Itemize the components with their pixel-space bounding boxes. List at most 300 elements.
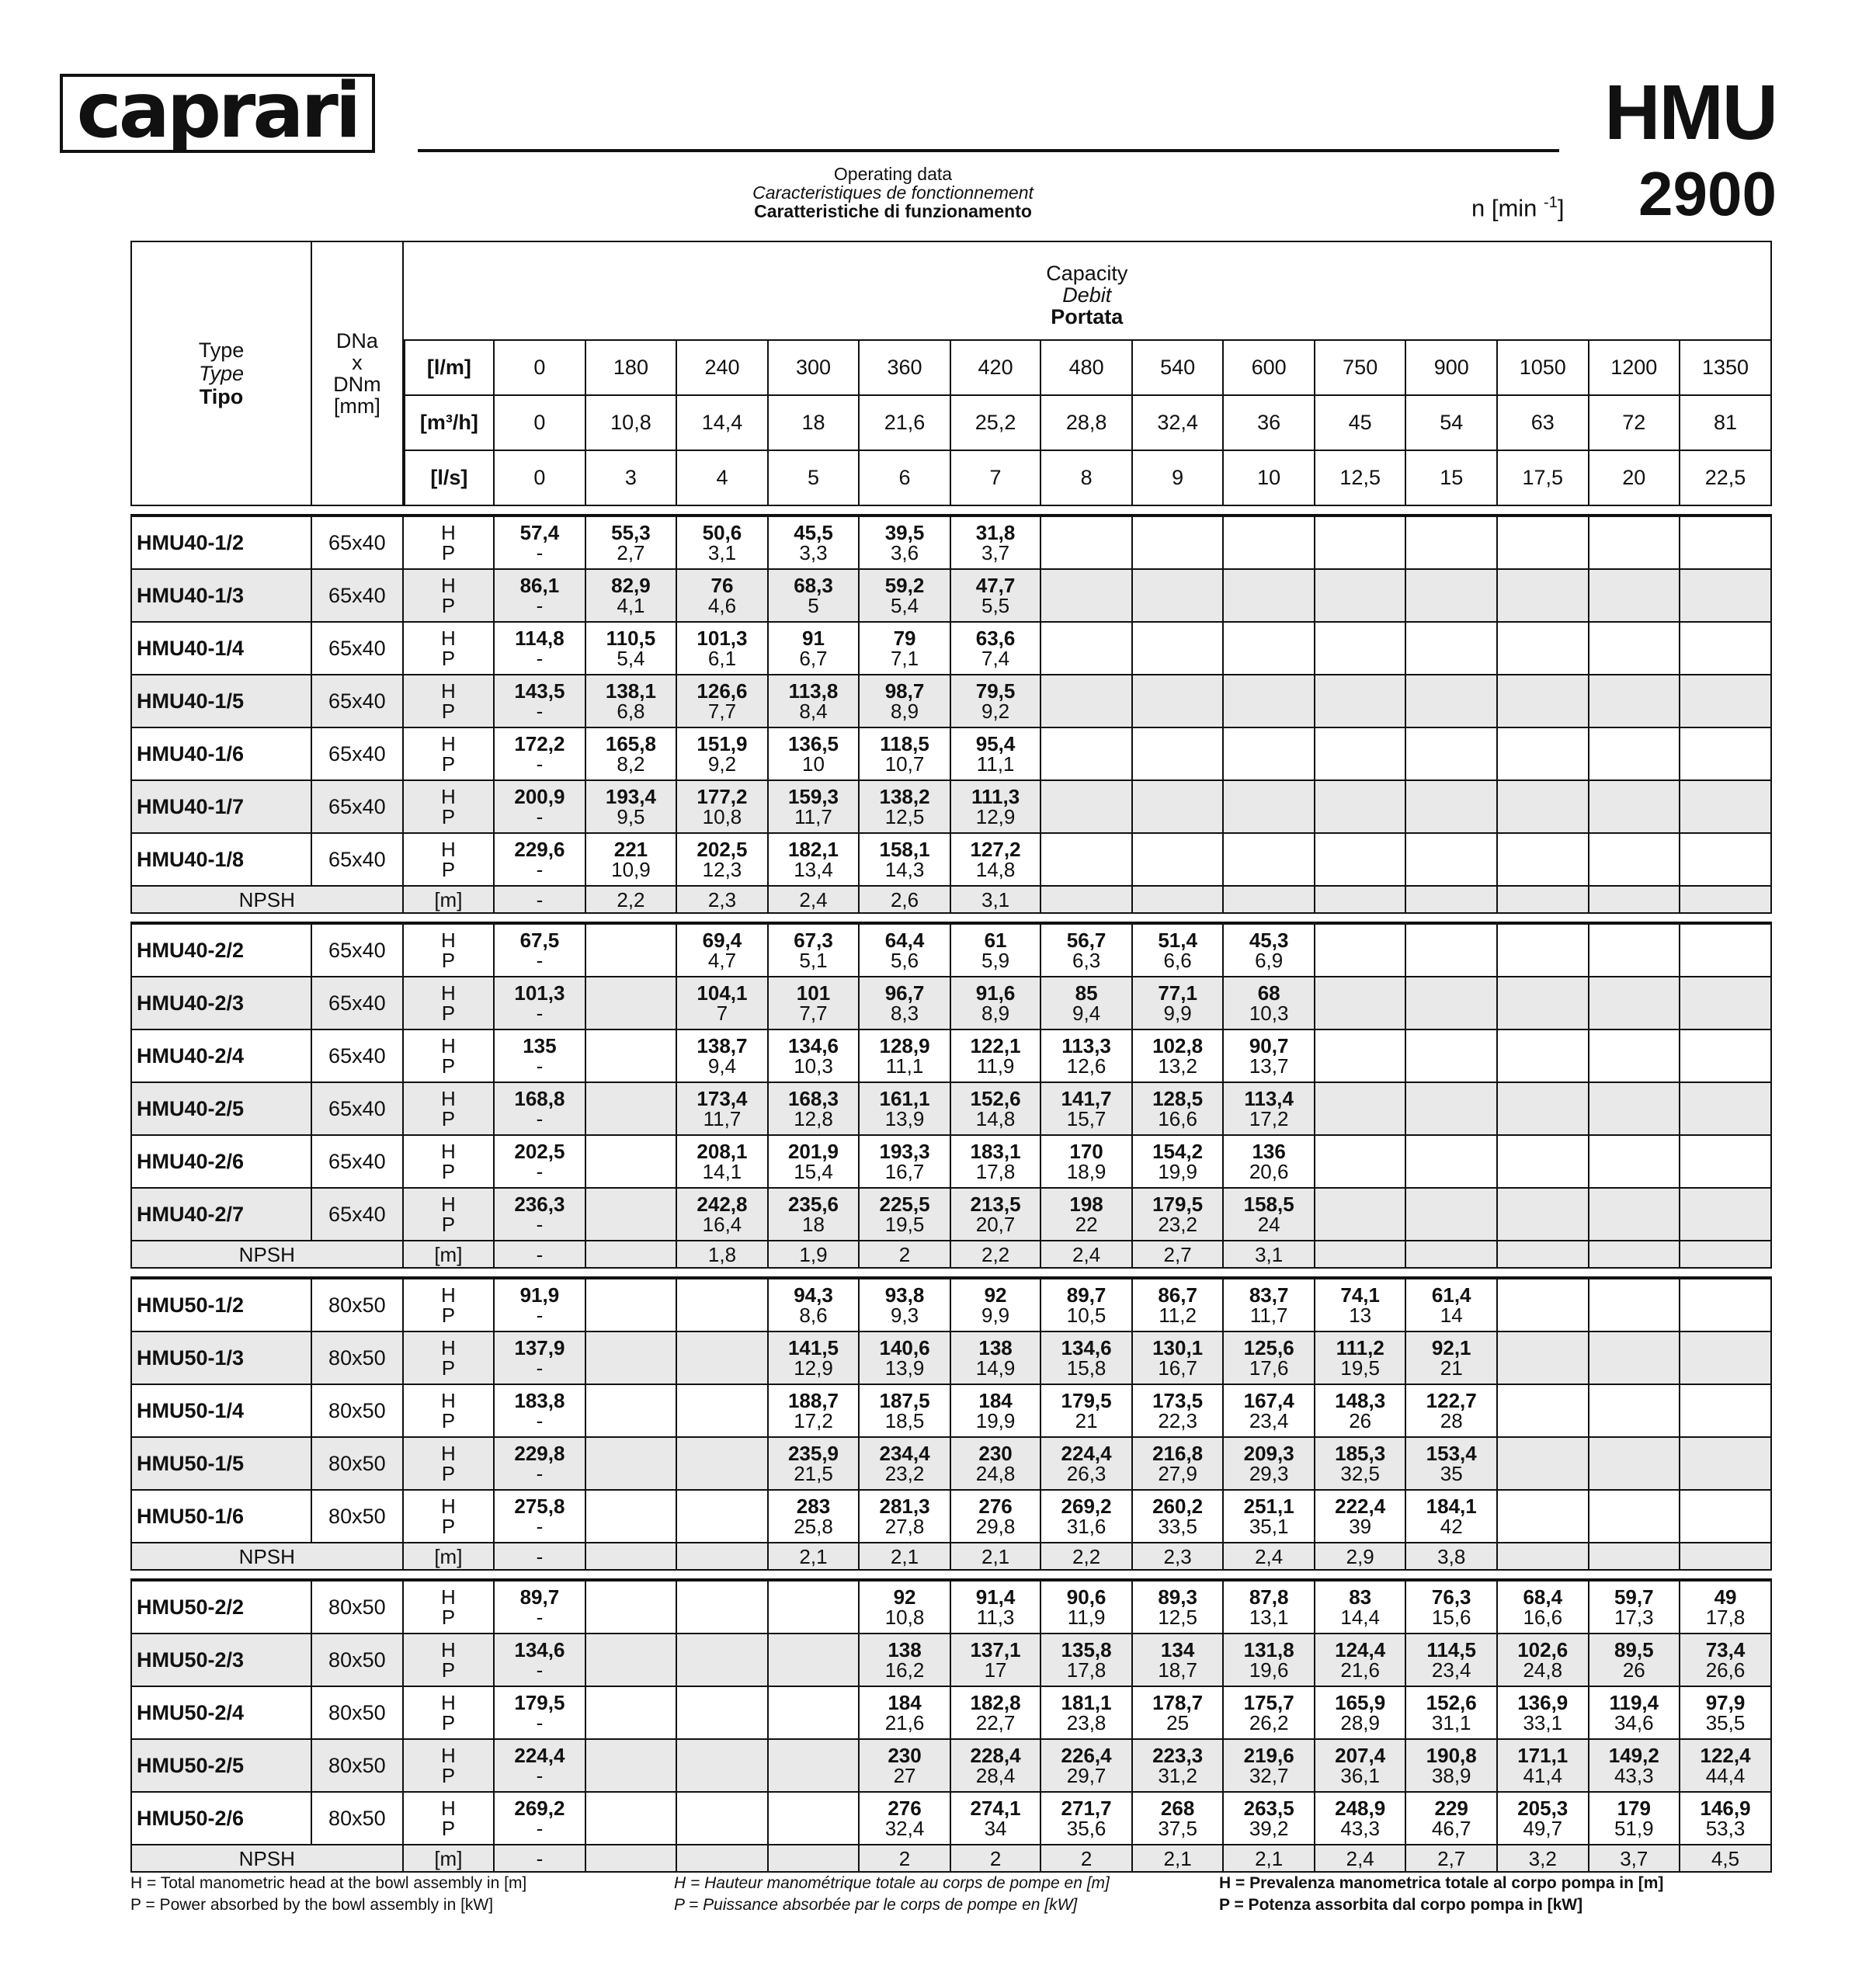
head-value: 178,7 — [1152, 1691, 1204, 1714]
header-capacity-row — [130, 241, 1772, 341]
hp-value-cell — [1680, 1740, 1772, 1793]
hp-value — [860, 786, 950, 827]
hp-label-cell — [404, 1634, 495, 1687]
hp-value-cell — [1133, 1438, 1225, 1491]
hp-value-cell — [1680, 1580, 1772, 1634]
hp-value — [1133, 1285, 1223, 1325]
hp-value-cell — [1680, 1332, 1772, 1385]
table-row — [130, 1136, 1772, 1189]
power-value: 16,4 — [702, 1213, 742, 1236]
hp-value-cell — [1498, 1030, 1589, 1083]
head-value: 202,5 — [697, 838, 748, 861]
hp-value-cell — [1589, 1136, 1681, 1189]
hp-value-cell — [677, 570, 769, 623]
hp-label-cell — [404, 1438, 495, 1491]
hp-value-cell — [769, 1687, 860, 1740]
hp-value — [495, 839, 585, 880]
hp-value-cell — [1315, 781, 1407, 834]
hp-value — [677, 1036, 767, 1076]
npsh-value — [1589, 1241, 1681, 1269]
hp-value-cell — [1315, 675, 1407, 728]
power-value: 49,7 — [1523, 1817, 1563, 1840]
power-value: 26,2 — [1249, 1711, 1289, 1734]
hp-value-cell — [951, 1030, 1042, 1083]
hp-value-cell — [495, 675, 586, 728]
hp-value — [1041, 983, 1131, 1023]
pump-dn: 80x50 — [312, 1740, 404, 1793]
hp-label — [404, 839, 494, 880]
hp-value — [1406, 1391, 1496, 1431]
head-value: 154,2 — [1152, 1140, 1204, 1163]
spacer-cell — [130, 506, 1772, 516]
hp-value — [860, 983, 950, 1023]
hp-value-cell — [860, 1740, 951, 1793]
power-value: 5 — [808, 594, 819, 617]
legend-it — [1219, 1873, 1663, 1916]
hp-value-cell — [1498, 834, 1589, 887]
hp-value — [951, 930, 1040, 970]
hp-value-cell — [951, 1189, 1042, 1241]
npsh-value: 1,9 — [769, 1241, 860, 1269]
npsh-value: 3,8 — [1406, 1543, 1498, 1571]
capacity-m3h-cell: 36 — [1224, 396, 1315, 451]
hp-value-cell — [769, 623, 860, 675]
npsh-value — [1406, 887, 1498, 914]
power-value: 10,8 — [884, 1606, 925, 1629]
hp-label — [404, 930, 494, 970]
power-value: 43,3 — [1614, 1764, 1654, 1787]
hp-value-cell — [951, 923, 1042, 977]
hp-value — [1041, 930, 1131, 970]
p-label: P — [441, 858, 456, 881]
hp-value — [495, 1391, 585, 1431]
table-row — [130, 1491, 1772, 1543]
hp-value-cell — [769, 1332, 860, 1385]
power-value: 26 — [1622, 1658, 1645, 1682]
hp-value-cell — [1224, 1491, 1315, 1543]
hp-value-cell — [586, 1083, 678, 1136]
table-row — [130, 1687, 1772, 1740]
hp-label — [404, 681, 494, 721]
hp-value-cell — [860, 834, 951, 887]
hp-value-cell — [1680, 1687, 1772, 1740]
npsh-row — [130, 887, 1772, 914]
hp-value — [1133, 983, 1223, 1023]
head-value: 82,9 — [611, 574, 651, 597]
hp-value-cell — [1589, 1438, 1681, 1491]
hp-value-cell — [495, 834, 586, 887]
p-label: P — [441, 1711, 456, 1734]
head-value: 235,6 — [787, 1193, 839, 1216]
hp-value-cell — [1224, 834, 1315, 887]
power-value: 11,1 — [885, 1054, 924, 1078]
npsh-value — [1406, 1241, 1498, 1269]
h-label: H — [440, 1691, 456, 1714]
hp-value-cell — [495, 1083, 586, 1136]
power-value: - — [536, 858, 544, 881]
p-label: P — [441, 752, 456, 776]
capacity-m3h-cell: 45 — [1315, 396, 1407, 451]
hp-value-cell — [1680, 1634, 1772, 1687]
hp-value — [1406, 1587, 1496, 1627]
pump-type: HMU50-2/3 — [130, 1634, 312, 1687]
hp-value-cell — [495, 1491, 586, 1543]
hp-value-cell — [1589, 1740, 1681, 1793]
hp-value-cell — [1498, 1136, 1589, 1189]
power-value: 38,9 — [1431, 1764, 1471, 1787]
head-value: 268 — [1160, 1797, 1195, 1820]
hp-value-cell — [951, 1136, 1042, 1189]
hp-value — [495, 1088, 585, 1129]
head-value: 110,5 — [606, 627, 656, 650]
capacity-lm-cell: 240 — [677, 341, 769, 396]
head-value: 179,5 — [1061, 1389, 1112, 1412]
power-value: 12,8 — [794, 1107, 833, 1130]
power-value: 36,1 — [1340, 1764, 1380, 1787]
head-value: 223,3 — [1152, 1744, 1204, 1767]
head-value: 55,3 — [611, 521, 651, 544]
hp-value-cell — [1589, 1793, 1681, 1845]
hp-value-cell — [1133, 1030, 1225, 1083]
hp-value-cell — [1041, 728, 1133, 781]
speed-unit-text: n [min — [1471, 194, 1537, 222]
hp-label — [404, 628, 494, 668]
capacity-ls-cell: 6 — [860, 451, 951, 506]
hp-value — [1680, 1640, 1770, 1680]
head-value: 59,7 — [1614, 1585, 1654, 1609]
pump-dn: 65x40 — [312, 728, 404, 781]
hp-value — [1041, 1640, 1131, 1680]
capacity-lm-cell: 1200 — [1589, 341, 1681, 396]
table-body — [130, 241, 1772, 1873]
pump-type: HMU50-2/5 — [130, 1740, 312, 1793]
hp-value-cell — [1224, 977, 1315, 1030]
head-value: 168,3 — [787, 1087, 839, 1110]
hp-value-cell — [1041, 570, 1133, 623]
head-value: 73,4 — [1705, 1638, 1746, 1661]
power-value: - — [536, 1356, 544, 1380]
head-value: 242,8 — [697, 1193, 748, 1216]
power-value: 13 — [1349, 1304, 1372, 1327]
capacity-ls-cell: 7 — [951, 451, 1042, 506]
hp-value-cell — [1406, 1385, 1498, 1438]
hp-value — [951, 523, 1040, 563]
hp-value-cell — [1589, 781, 1681, 834]
hp-value — [769, 1194, 859, 1234]
capacity-lm-cell: 750 — [1315, 341, 1407, 396]
hp-value-cell — [495, 1687, 586, 1740]
hp-value-cell — [677, 675, 769, 728]
power-value: 43,3 — [1340, 1817, 1380, 1840]
head-value: 148,3 — [1335, 1389, 1386, 1412]
head-value: 136 — [1252, 1140, 1286, 1163]
pump-type: HMU40-2/5 — [130, 1083, 312, 1136]
hp-value — [951, 1496, 1040, 1536]
hp-value-cell — [495, 728, 586, 781]
power-value: - — [536, 1711, 544, 1734]
hp-value-cell — [1133, 570, 1225, 623]
h-label: H — [440, 521, 456, 544]
hp-value — [951, 1338, 1040, 1378]
head-value: 64,4 — [884, 929, 925, 952]
head-value: 165,8 — [605, 732, 656, 755]
power-value: - — [536, 1462, 544, 1485]
npsh-value: 2,4 — [1315, 1845, 1407, 1873]
hp-value-cell — [677, 728, 769, 781]
hp-label-cell — [404, 1083, 495, 1136]
table-row — [130, 834, 1772, 887]
hp-value-cell — [1589, 1332, 1681, 1385]
hp-label — [404, 1285, 494, 1325]
head-value: 201,9 — [787, 1140, 839, 1163]
hp-value-cell — [951, 570, 1042, 623]
capacity-m3h-cell: 63 — [1498, 396, 1589, 451]
dn-header — [312, 241, 404, 506]
head-value: 179,5 — [514, 1691, 565, 1714]
power-value: 3,6 — [890, 541, 919, 564]
hp-value — [951, 1088, 1040, 1129]
h-label: H — [440, 1193, 456, 1216]
hp-value-cell — [1589, 1083, 1681, 1136]
h-label: H — [440, 1034, 456, 1057]
table-row — [130, 923, 1772, 977]
power-value: - — [536, 949, 544, 972]
hp-value-cell — [677, 623, 769, 675]
head-value: 149,2 — [1608, 1744, 1659, 1767]
power-value: 11,3 — [976, 1606, 1015, 1629]
dn-header-l1: DNa — [335, 329, 378, 352]
hp-value — [1133, 1194, 1223, 1234]
hp-value-cell — [951, 1278, 1042, 1332]
power-value: 16,6 — [1158, 1107, 1197, 1130]
hp-value — [1133, 1036, 1223, 1076]
hp-value — [1041, 1285, 1131, 1325]
power-value: 8,4 — [799, 700, 828, 723]
head-value: 274,1 — [970, 1797, 1021, 1820]
npsh-value: 2,1 — [1133, 1845, 1225, 1873]
power-value: 27 — [893, 1764, 916, 1787]
table-row — [130, 1332, 1772, 1385]
npsh-value: 3,1 — [1224, 1241, 1315, 1269]
head-value: 146,9 — [1700, 1797, 1751, 1820]
table-row — [130, 1580, 1772, 1634]
hp-value-cell — [1224, 675, 1315, 728]
npsh-value: 3,2 — [1498, 1845, 1589, 1873]
hp-value — [677, 681, 767, 721]
hp-value-cell — [1406, 1740, 1498, 1793]
hp-value-cell — [1406, 1491, 1498, 1543]
power-value: 6,7 — [799, 647, 828, 670]
head-value: 68,4 — [1523, 1585, 1563, 1609]
hp-value-cell — [1406, 728, 1498, 781]
hp-value-cell — [1041, 1332, 1133, 1385]
hp-value-cell — [495, 516, 586, 570]
hp-value-cell — [586, 623, 678, 675]
hp-value — [495, 1640, 585, 1680]
hp-label-cell — [404, 1332, 495, 1385]
head-value: 276 — [888, 1797, 922, 1820]
p-label: P — [441, 1462, 456, 1485]
head-value: 168,8 — [514, 1087, 565, 1110]
head-value: 209,3 — [1243, 1442, 1294, 1465]
hp-label-cell — [404, 675, 495, 728]
power-value: 3,1 — [707, 541, 737, 564]
power-value: 23,8 — [1066, 1711, 1106, 1734]
legend-fr — [674, 1873, 1110, 1916]
power-value: 24,8 — [975, 1462, 1016, 1485]
pump-dn: 65x40 — [312, 977, 404, 1030]
head-value: 222,4 — [1335, 1495, 1386, 1518]
head-value: 153,4 — [1426, 1442, 1477, 1465]
hp-value — [1224, 1693, 1314, 1733]
h-label: H — [440, 1585, 456, 1609]
hp-value — [1041, 1587, 1131, 1627]
head-value: 67,3 — [794, 929, 833, 952]
power-value: 9,5 — [617, 805, 645, 828]
hp-value — [951, 734, 1040, 774]
hp-value — [951, 1194, 1040, 1234]
hp-value-cell — [1041, 1136, 1133, 1189]
hp-value-cell — [1680, 1793, 1772, 1845]
hp-value — [495, 786, 585, 827]
capacity-m3h-cell: 81 — [1680, 396, 1772, 451]
performance-table — [130, 241, 1772, 1873]
hp-value — [951, 681, 1040, 721]
hp-value — [677, 575, 767, 616]
hp-value — [769, 734, 859, 774]
hp-value-cell — [1041, 834, 1133, 887]
pump-type: HMU50-2/2 — [130, 1580, 312, 1634]
power-value: 9,4 — [707, 1054, 737, 1078]
hp-value-cell — [1133, 1332, 1225, 1385]
hp-value — [495, 1496, 585, 1536]
hp-value-cell — [951, 1491, 1042, 1543]
hp-value — [495, 1443, 585, 1484]
hp-value-cell — [1406, 1793, 1498, 1845]
capacity-m3h-cell: 0 — [495, 396, 586, 451]
npsh-unit: [m] — [404, 1241, 495, 1269]
capacity-lm-cell: 1050 — [1498, 341, 1589, 396]
h-label: H — [440, 838, 456, 861]
head-value: 31,8 — [975, 521, 1016, 544]
head-value: 49 — [1714, 1585, 1737, 1609]
head-value: 184 — [888, 1691, 922, 1714]
pump-dn: 80x50 — [312, 1491, 404, 1543]
hp-value-cell — [1589, 1278, 1681, 1332]
hp-value — [495, 983, 585, 1023]
hp-label — [404, 575, 494, 616]
head-value: 45,5 — [794, 521, 833, 544]
p-label: P — [441, 1515, 456, 1538]
hp-label — [404, 1640, 494, 1680]
hp-value-cell — [586, 1332, 678, 1385]
hp-value-cell — [586, 1278, 678, 1332]
table-row — [130, 781, 1772, 834]
hp-value-cell — [1315, 1385, 1407, 1438]
head-value: 175,7 — [1243, 1691, 1294, 1714]
pump-type: HMU40-1/4 — [130, 623, 312, 675]
hp-value-cell — [1041, 1634, 1133, 1687]
hp-value — [1406, 1496, 1496, 1536]
hp-value-cell — [1315, 623, 1407, 675]
brand-name: caprari — [76, 67, 359, 155]
hp-value-cell — [586, 516, 678, 570]
head-value: 122,1 — [970, 1034, 1021, 1057]
head-value: 224,4 — [1061, 1442, 1112, 1465]
dn-header-l4: [mm] — [333, 394, 380, 418]
capacity-m3h-cell: 18 — [769, 396, 860, 451]
hp-value-cell — [495, 1438, 586, 1491]
capacity-ls-cell: 9 — [1133, 451, 1225, 506]
head-value: 67,5 — [519, 929, 560, 952]
power-value: 25,8 — [794, 1515, 833, 1538]
power-value: 28,9 — [1340, 1711, 1380, 1734]
hp-value-cell — [951, 1580, 1042, 1634]
npsh-value: 2 — [1041, 1845, 1133, 1873]
capacity-m3h-cell: 10,8 — [586, 396, 678, 451]
hp-value — [1224, 1587, 1314, 1627]
hp-value — [1224, 1338, 1314, 1378]
table-row — [130, 1278, 1772, 1332]
npsh-value — [1133, 887, 1225, 914]
head-value: 86,1 — [519, 574, 560, 597]
table-row — [130, 1083, 1772, 1136]
hp-value-cell — [1315, 1189, 1407, 1241]
power-value: 21,6 — [1340, 1658, 1380, 1682]
hp-value-cell — [1315, 728, 1407, 781]
pump-type: HMU50-1/6 — [130, 1491, 312, 1543]
head-value: 276 — [978, 1495, 1013, 1518]
hp-value — [1406, 1338, 1496, 1378]
head-value: 113,4 — [1244, 1087, 1294, 1110]
hp-value — [1406, 1798, 1496, 1838]
hp-value-cell — [1680, 1030, 1772, 1083]
head-value: 183,8 — [514, 1389, 565, 1412]
hp-value-cell — [495, 1634, 586, 1687]
power-value: 7 — [716, 1002, 728, 1025]
hp-value-cell — [1133, 977, 1225, 1030]
hp-value-cell — [586, 1491, 678, 1543]
hp-value-cell — [951, 623, 1042, 675]
hp-value-cell — [860, 1136, 951, 1189]
hp-value-cell — [1133, 923, 1225, 977]
hp-value — [860, 1640, 950, 1680]
hp-value — [1041, 1798, 1131, 1838]
head-value: 165,9 — [1335, 1691, 1386, 1714]
power-value: - — [536, 1764, 544, 1787]
head-value: 114,5 — [1426, 1638, 1477, 1661]
capacity-ls-cell: 12,5 — [1315, 451, 1407, 506]
capacity-ls-cell: 5 — [769, 451, 860, 506]
hp-value-cell — [1498, 1793, 1589, 1845]
head-value: 207,4 — [1335, 1744, 1386, 1767]
power-value: 10,9 — [611, 858, 651, 881]
head-value: 122,7 — [1426, 1389, 1477, 1412]
head-value: 94,3 — [794, 1283, 833, 1307]
head-value: 134,6 — [1061, 1336, 1112, 1359]
hp-label-cell — [404, 1278, 495, 1332]
p-label: P — [441, 1764, 456, 1787]
power-value: - — [536, 541, 544, 564]
hp-value — [1680, 1745, 1770, 1786]
npsh-value: - — [495, 1241, 586, 1269]
npsh-value — [769, 1845, 860, 1873]
h-label: H — [440, 1389, 456, 1412]
hp-value-cell — [1498, 1687, 1589, 1740]
npsh-value: 2,3 — [1133, 1543, 1225, 1571]
p-label: P — [441, 541, 456, 564]
hp-value-cell — [951, 1332, 1042, 1385]
